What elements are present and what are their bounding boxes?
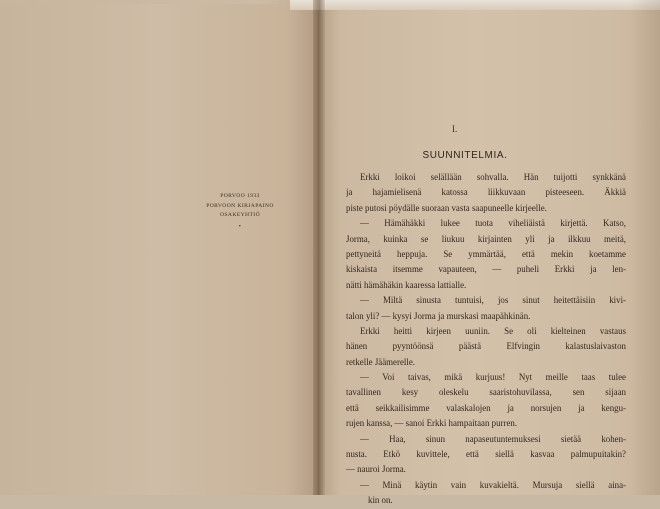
text-line: hänen pyyntöönsä päästä Elfvingin kalastuslaivaston (346, 341, 626, 352)
text-line: retkelle Jäämerelle. (346, 356, 415, 367)
text-line: — nauroi Jorma. (346, 464, 406, 475)
text-line: rujen kanssa, — sanoi Erkki hampaitaan purren. (346, 418, 518, 429)
text-line: tavallinen kesy oleskelu saaristohuvilassa, sen sijaan (346, 387, 626, 398)
imprint-line: PORVOO 1933 (220, 193, 260, 199)
text-line: kin on. (368, 495, 393, 506)
text-line: talon yli? — kysyi Jorma ja murskasi maapähkinän. (346, 310, 531, 321)
book-gutter (313, 0, 325, 495)
text-line: nätti hämähäkin kaaressa lattialle. (346, 279, 467, 290)
chapter-body (346, 170, 626, 509)
page-top-edge (290, 0, 660, 10)
text-line: — Voi taivas, mikä kurjuus! Nyt meille taas tulee (360, 372, 626, 383)
text-line: Erkki loikoi selällään sohvalla. Hän tuijotti synkkänä (360, 172, 626, 182)
text-line: — Hämähäkki lukee tuota viheliäistä kirjettä. Katso, (360, 218, 626, 229)
text-line: — Haa, sinun napaseutuntemuksesi sietää kohen- (360, 433, 626, 444)
imprint-line: OSAKEYHTIÖ (219, 212, 261, 218)
text-line: kiskaista itsemme vapauteen, — puheli Erkki ja len- (346, 264, 626, 275)
text-line: ja hajamielisenä katossa liikkuvaan pisteeseen. Äkkiä (346, 187, 626, 198)
imprint-line: PORVOON KIRJAPAINO (206, 202, 274, 209)
text-line: — Minä käytin vain kuvakieltä. Mursuja siellä aina- (360, 479, 626, 490)
text-line: piste putosi pöydälle suoraan vasta saapuneelle kirjeelle. (346, 202, 547, 213)
page-edge-shadow (630, 0, 660, 495)
text-line: Jorma, kuinka se liukuu kirjainten yli ja ilkkuu meitä, (346, 233, 626, 244)
text-line: Erkki heitti kirjeen uuniin. Se oli kielteinen vastaus (360, 325, 626, 336)
printer-imprint (185, 192, 295, 232)
imprint-ornament: • (238, 223, 242, 230)
text-line: pettyneitä heppuja. Se ymmärtää, että mekin koetamme (346, 248, 626, 259)
chapter-number: I. (452, 124, 458, 134)
text-line: että seikkailisimme valaskalojen ja norsujen ja kengu- (346, 402, 626, 413)
left-page (0, 4, 319, 495)
text-line: nusta. Etkö kuvittele, että siellä kasvaa palmupuitakin? (346, 449, 626, 460)
text-line: — Miltä sinusta tuntuisi, jos sinut heitettäisiin kivi- (360, 295, 626, 306)
chapter-title: SUUNNITELMIA. (422, 150, 508, 161)
